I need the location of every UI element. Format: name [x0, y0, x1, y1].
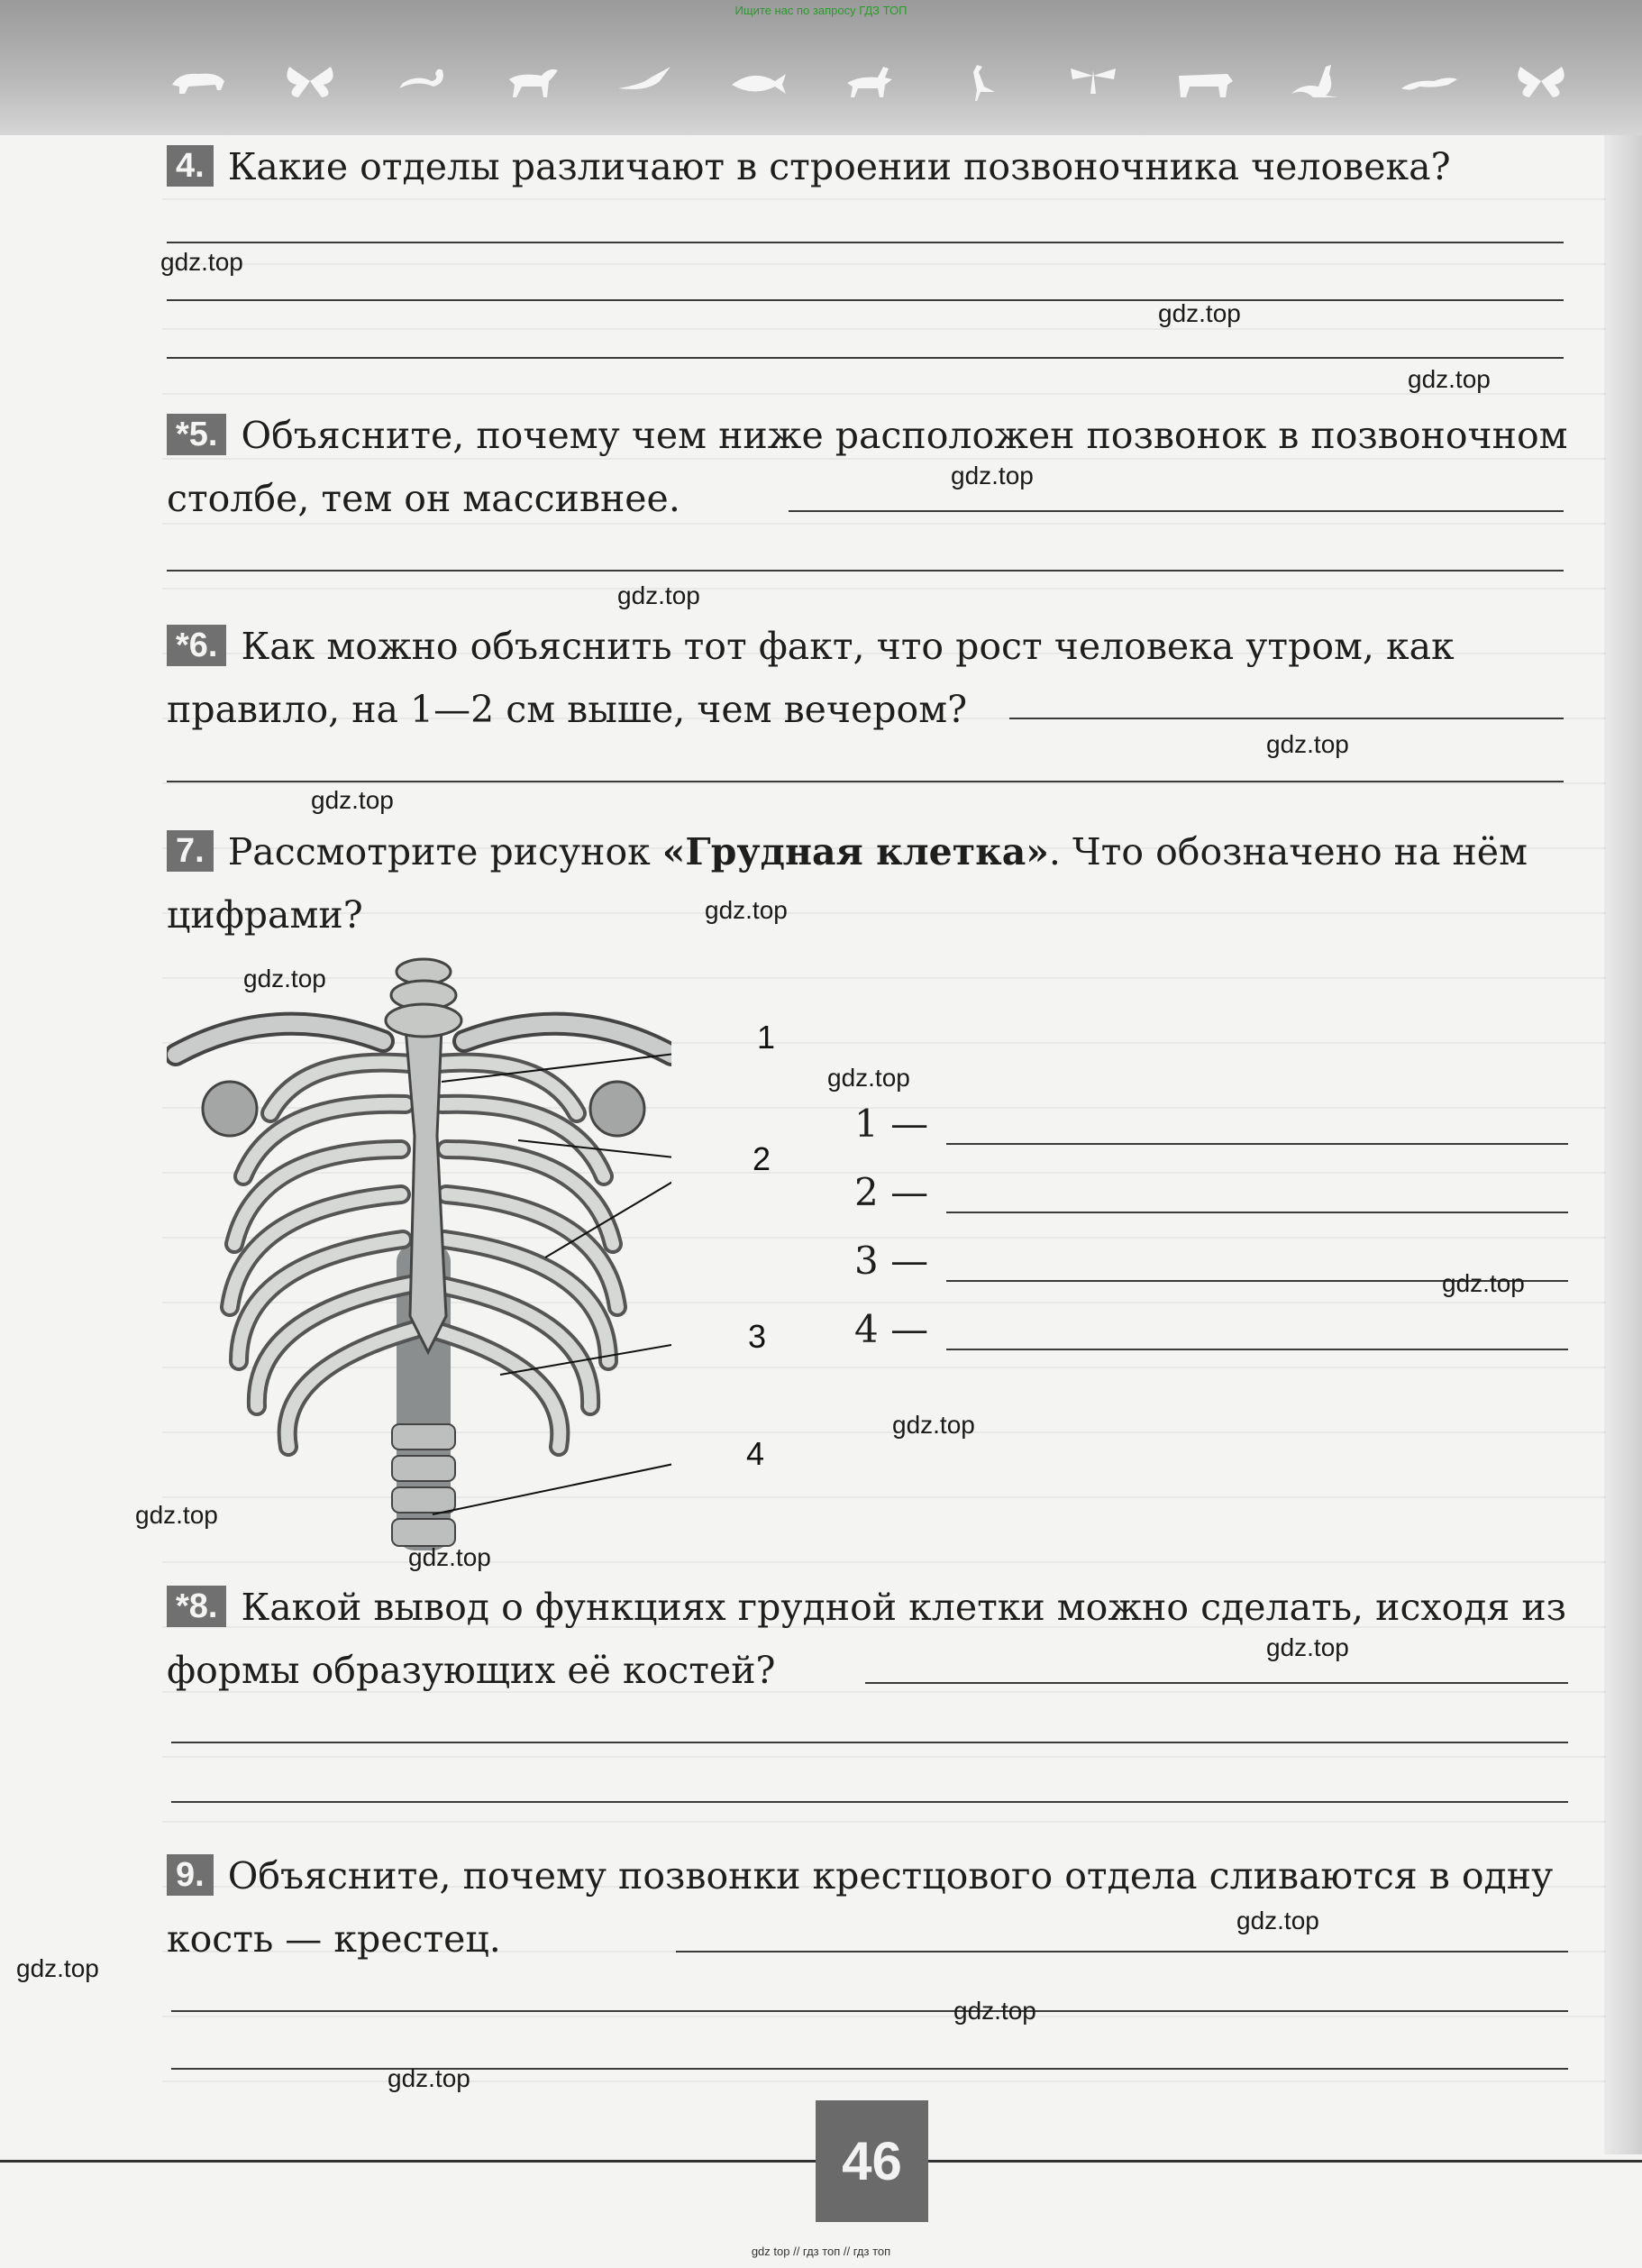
watermark: gdz.top	[892, 1411, 975, 1439]
answer-label-3: 3 —	[854, 1239, 929, 1283]
answer-line[interactable]	[167, 242, 1564, 243]
figure-label-3: 3	[748, 1318, 767, 1355]
answer-line[interactable]	[865, 1682, 1568, 1684]
deer-icon	[838, 61, 901, 101]
bull-icon	[167, 61, 230, 101]
answer-label-4: 4 —	[854, 1307, 929, 1351]
answer-line[interactable]	[171, 1742, 1568, 1743]
answer-label-2: 2 —	[854, 1170, 929, 1214]
figure-label-2: 2	[753, 1140, 771, 1177]
figure-label-1: 1	[757, 1019, 776, 1056]
watermark: gdz.top	[1158, 299, 1241, 327]
watermark: gdz.top	[135, 1501, 218, 1529]
rib-cage-figure	[167, 956, 671, 1568]
kangaroo-icon	[1286, 61, 1349, 101]
watermark: gdz.top	[388, 2064, 470, 2092]
horse-icon	[502, 61, 565, 101]
question-text: Объясните, почему позвонки крестцового отдела сливаются в одну кость — крестец.	[167, 1854, 1554, 1961]
question-number: *6.	[167, 625, 226, 666]
watermark: gdz.top	[617, 581, 700, 609]
question-number: 4.	[167, 145, 214, 187]
animal-icon-strip	[167, 61, 1573, 101]
answer-line[interactable]	[167, 299, 1564, 301]
question-number: *5.	[167, 414, 226, 455]
answer-line[interactable]	[171, 1801, 1568, 1803]
watermark: gdz.top	[705, 896, 788, 924]
question-text: Как можно объяснить тот факт, что рост человека утром, как правило, на 1—2 см выше, чем вечером?	[167, 625, 1455, 731]
watermark: gdz.top	[951, 462, 1034, 489]
watermark: gdz.top	[408, 1543, 491, 1571]
answer-line[interactable]	[946, 1349, 1568, 1350]
answer-line[interactable]	[789, 510, 1564, 512]
watermark: gdz.top	[16, 1954, 99, 1982]
search-hint-link[interactable]: Ищите нас по запросу ГДЗ ТОП	[734, 4, 908, 17]
question-text: Какие отделы различают в строении позвоночника человека?	[227, 145, 1451, 188]
question-text: Рассмотрите рисунок	[227, 830, 662, 873]
watermark: gdz.top	[311, 786, 394, 814]
answer-line[interactable]	[946, 1143, 1568, 1145]
figure-title: «Грудная клетка»	[661, 830, 1049, 873]
insect-icon	[1062, 61, 1125, 101]
bird-icon	[615, 61, 678, 101]
answer-line[interactable]	[946, 1212, 1568, 1213]
watermark: gdz.top	[1266, 730, 1349, 758]
butterfly-icon	[278, 61, 342, 101]
figure-label-4: 4	[746, 1435, 765, 1472]
question-6	[167, 615, 1568, 741]
butterfly-icon	[1510, 61, 1573, 101]
answer-line[interactable]	[171, 2068, 1568, 2070]
watermark: gdz.top	[1408, 365, 1491, 393]
answer-line[interactable]	[676, 1951, 1568, 1952]
question-text: Объясните, почему чем ниже расположен позвонок в позвоночном столбе, тем он массивнее.	[167, 414, 1568, 520]
answer-line[interactable]	[167, 570, 1564, 572]
watermark: gdz.top	[1236, 1907, 1319, 1934]
header-banner	[0, 0, 1642, 135]
page-number: 46	[816, 2100, 928, 2222]
watermark: gdz.top	[160, 248, 243, 276]
question-text: Какой вывод о функциях грудной клетки можно сделать, исходя из формы образующих её костей?	[167, 1586, 1567, 1692]
question-number: *8.	[167, 1586, 226, 1627]
answer-line[interactable]	[1009, 718, 1564, 719]
scorpion-icon	[390, 61, 453, 101]
question-number: 7.	[167, 830, 214, 872]
lizard-icon	[1398, 61, 1461, 101]
footer-text: gdz top // гдз топ // гдз топ	[751, 2245, 891, 2258]
question-7	[167, 820, 1568, 947]
watermark: gdz.top	[953, 1997, 1036, 2025]
answer-line[interactable]	[167, 357, 1564, 359]
fish-icon	[726, 61, 789, 101]
heron-icon	[950, 61, 1013, 101]
question-4	[167, 135, 1568, 198]
answer-label-1: 1 —	[854, 1102, 929, 1146]
answer-line[interactable]	[167, 781, 1564, 782]
question-text: . Что обозначено на нём цифрами?	[167, 830, 1528, 937]
watermark: gdz.top	[243, 965, 326, 992]
watermark: gdz.top	[827, 1064, 910, 1092]
page-edge-shadow	[1604, 135, 1642, 2154]
answer-line[interactable]	[171, 2010, 1568, 2012]
watermark: gdz.top	[1266, 1633, 1349, 1661]
question-number: 9.	[167, 1854, 214, 1896]
cow-icon	[1173, 61, 1236, 101]
watermark: gdz.top	[1442, 1269, 1525, 1297]
